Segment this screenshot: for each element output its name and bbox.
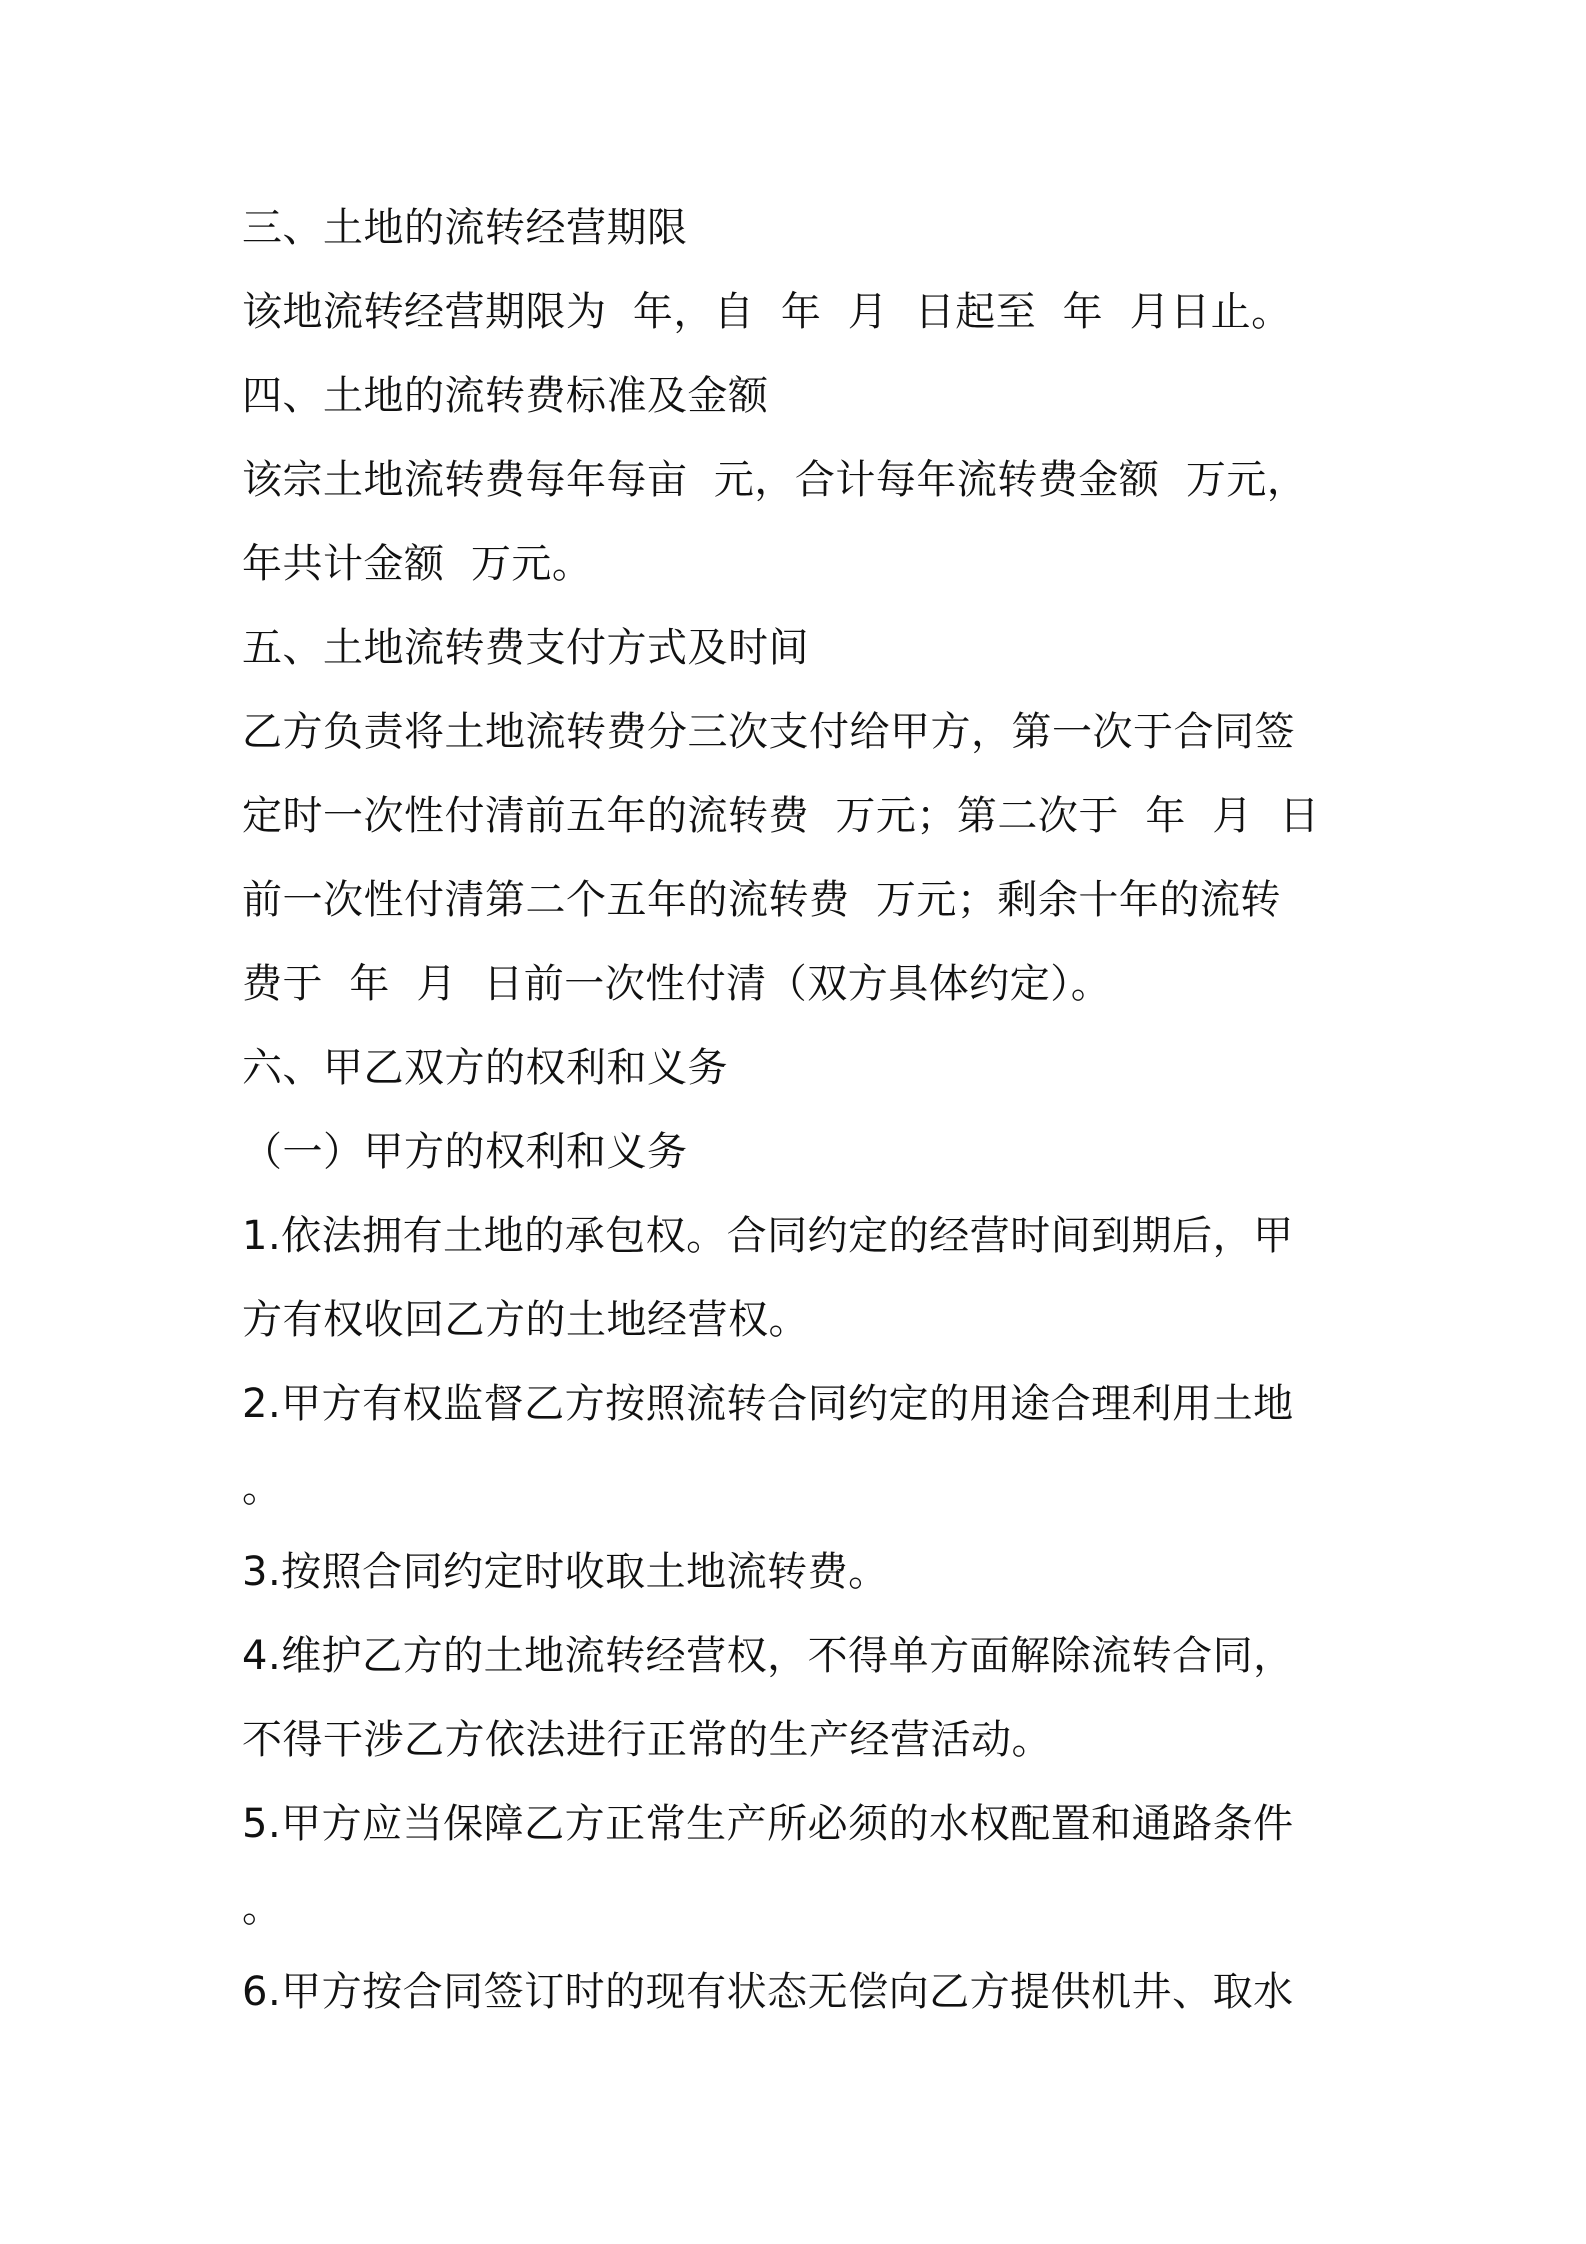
list-item: 1.依法拥有土地的承包权。合同约定的经营时间到期后，甲 [242, 1213, 1294, 1259]
paragraph-line: 该宗土地流转费每年每亩 元，合计每年流转费金额 万元， [242, 457, 1308, 503]
section-heading-fee-standard: 四、土地的流转费标准及金额 [242, 373, 769, 419]
list-item: 2.甲方有权监督乙方按照流转合同约定的用途合理利用土地 [242, 1381, 1294, 1427]
list-item: 。 [242, 1885, 283, 1931]
list-item: 5.甲方应当保障乙方正常生产所必须的水权配置和通路条件 [242, 1801, 1294, 1847]
list-item: 4.维护乙方的土地流转经营权，不得单方面解除流转合同， [242, 1633, 1294, 1679]
paragraph-line: 前一次性付清第二个五年的流转费 万元；剩余十年的流转 [242, 877, 1281, 923]
list-item: 方有权收回乙方的土地经营权。 [242, 1297, 809, 1343]
paragraph-line: 该地流转经营期限为 年，自 年 月 日起至 年 月日止。 [242, 289, 1292, 335]
list-item: 6.甲方按合同签订时的现有状态无偿向乙方提供机井、取水 [242, 1969, 1294, 2015]
paragraph-line: 费于 年 月 日前一次性付清（双方具体约定）。 [242, 961, 1112, 1007]
section-heading-rights: 六、甲乙双方的权利和义务 [242, 1045, 728, 1091]
section-heading-payment: 五、土地流转费支付方式及时间 [242, 625, 809, 671]
paragraph-line: 乙方负责将土地流转费分三次支付给甲方，第一次于合同签 [242, 709, 1295, 755]
paragraph-line: 定时一次性付清前五年的流转费 万元；第二次于 年 月 日 [242, 793, 1320, 839]
section-heading-term: 三、土地的流转经营期限 [242, 205, 688, 251]
list-item: 。 [242, 1465, 283, 1511]
subsection-heading-party-a: （一）甲方的权利和义务 [242, 1129, 688, 1175]
paragraph-line: 年共计金额 万元。 [242, 541, 593, 587]
list-item: 不得干涉乙方依法进行正常的生产经营活动。 [242, 1717, 1052, 1763]
list-item: 3.按照合同约定时收取土地流转费。 [242, 1549, 889, 1595]
